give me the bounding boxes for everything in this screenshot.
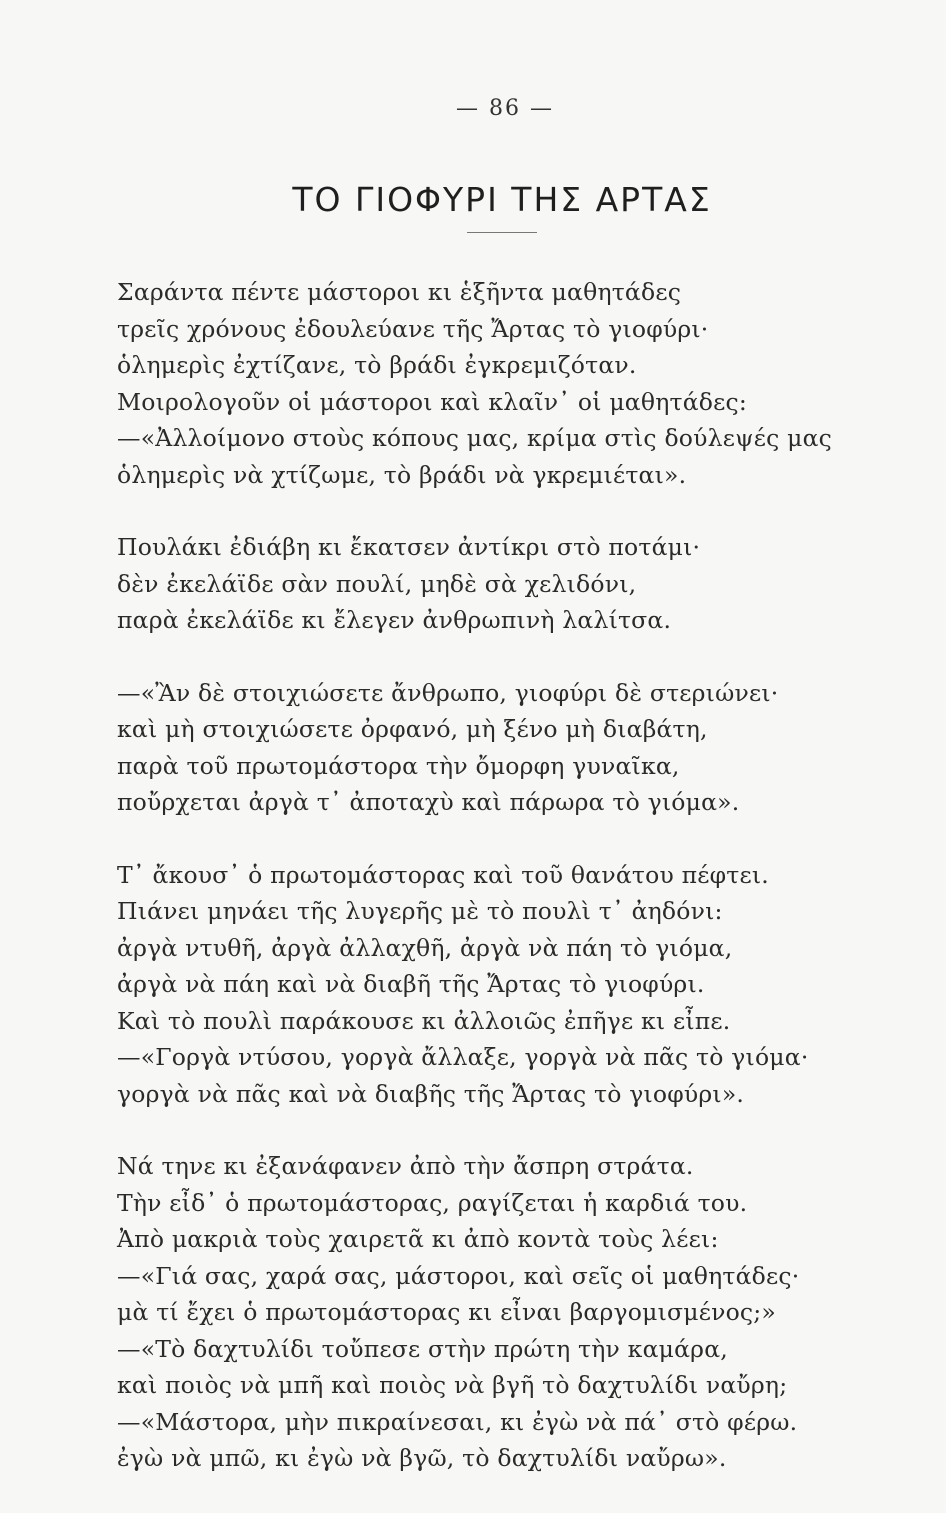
stanza-5	[117, 1148, 917, 1477]
poem-line: Τὴν εἶδ᾽ ὁ πρωτομάστορας, ραγίζεται ἡ καρδιά του.	[117, 1188, 748, 1217]
poem-line: —«Ἀλλοίμονο στοὺς κόπους μας, κρίμα στὶς δούλεψές μας	[117, 424, 833, 452]
poem-line: τρεῖς χρόνους ἐδουλεύανε τῆς Ἄρτας τὸ γιοφύρι·	[117, 314, 709, 343]
poem-line: δὲν ἐκελάϊδε σὰν πουλί, μηδὲ σὰ χελιδόνι,	[117, 569, 637, 598]
poem-line: καὶ ποιὸς νὰ μπῆ καὶ ποιὸς νὰ βγῆ τὸ δαχτυλίδι ναὔρη;	[117, 1371, 788, 1399]
poem-line: —«Γοργὰ ντύσου, γοργὰ ἄλλαξε, γοργὰ νὰ πᾶς τὸ γιόμα·	[117, 1043, 809, 1071]
poem-line: καὶ μὴ στοιχιώσετε ὀρφανό, μὴ ξένο μὴ διαβάτη,	[117, 715, 708, 743]
poem-line: Μοιρολογοῦν οἱ μάστοροι καὶ κλαῖν᾽ οἱ μαθητάδες:	[117, 387, 747, 416]
poem-line: παρὰ ἐκελάϊδε κι ἔλεγεν ἀνθρωπινὴ λαλίτσα.	[117, 606, 672, 634]
poem-line: —«Μάστορα, μὴν πικραίνεσαι, κι ἐγὼ νὰ πά᾽ στὸ φέρω.	[117, 1407, 798, 1436]
poem-line: ἀργὰ νὰ πάη καὶ νὰ διαβῆ τῆς Ἄρτας τὸ γιοφύρι.	[117, 970, 705, 998]
poem-line: Τ᾽ ἄκουσ᾽ ὁ πρωτομάστορας καὶ τοῦ θανάτου πέφτει.	[117, 860, 769, 889]
poem-line: ὁλημερὶς ἐχτίζανε, τὸ βράδι ἐγκρεμιζόταν.	[117, 351, 637, 379]
poem-line: Πιάνει μηνάει τῆς λυγερῆς μὲ τὸ πουλὶ τ᾽ ἀηδόνι:	[117, 897, 723, 925]
stanza-2	[117, 529, 917, 639]
title-divider	[467, 232, 537, 233]
poem-line: —«Τὸ δαχτυλίδι τοὔπεσε στὴν πρώτη τὴν καμάρα,	[117, 1334, 728, 1363]
stanza-3	[117, 675, 917, 821]
poem-line: ποὔρχεται ἀργὰ τ᾽ ἀποταχὺ καὶ πάρωρα τὸ γιόμα».	[117, 788, 740, 816]
poem-line: Καὶ τὸ πουλὶ παράκουσε κι ἀλλοιῶς ἐπῆγε κι εἶπε.	[117, 1006, 731, 1035]
stanza-1	[117, 274, 917, 493]
poem-line: Πουλάκι ἐδιάβη κι ἔκατσεν ἀντίκρι στὸ ποτάμι·	[117, 533, 701, 561]
page-number: — 86 —	[456, 96, 554, 121]
poem-line: μὰ τί ἔχει ὁ πρωτομάστορας κι εἶναι βαργομισμένος;»	[117, 1298, 776, 1326]
poem-line: παρὰ τοῦ πρωτομάστορα τὴν ὄμορφη γυναῖκα,	[117, 751, 680, 780]
poem-body	[117, 274, 917, 1513]
poem-line: —«Γιά σας, χαρά σας, μάστοροι, καὶ σεῖς οἱ μαθητάδες·	[117, 1261, 800, 1290]
poem-line: Νά τηνε κι ἐξανάφανεν ἀπὸ τὴν ἄσπρη στράτα.	[117, 1152, 694, 1180]
stanza-4	[117, 857, 917, 1113]
poem-line: ἀργὰ ντυθῆ, ἀργὰ ἀλλαχθῆ, ἀργὰ νὰ πάη τὸ γιόμα,	[117, 933, 733, 962]
poem-line: —«Ἂν δὲ στοιχιώσετε ἄνθρωπο, γιοφύρι δὲ στεριώνει·	[117, 678, 779, 707]
poem-line: ὁλημερὶς νὰ χτίζωμε, τὸ βράδι νὰ γκρεμιέται».	[117, 460, 687, 489]
poem-line: ἐγὼ νὰ μπῶ, κι ἐγὼ νὰ βγῶ, τὸ δαχτυλίδι ναὔρω».	[117, 1444, 727, 1472]
poem-title: ΤΟ ΓΙΟΦΥΡΙ ΤΗΣ ΑΡΤΑΣ	[292, 180, 712, 220]
poem-line: Ἀπὸ μακριὰ τοὺς χαιρετᾶ κι ἀπὸ κοντὰ τοὺς λέει:	[117, 1225, 719, 1253]
poem-line: γοργὰ νὰ πᾶς καὶ νὰ διαβῆς τῆς Ἄρτας τὸ γιοφύρι».	[117, 1079, 745, 1108]
poem-line: Σαράντα πέντε μάστοροι κι ἑξῆντα μαθητάδες	[117, 278, 682, 306]
